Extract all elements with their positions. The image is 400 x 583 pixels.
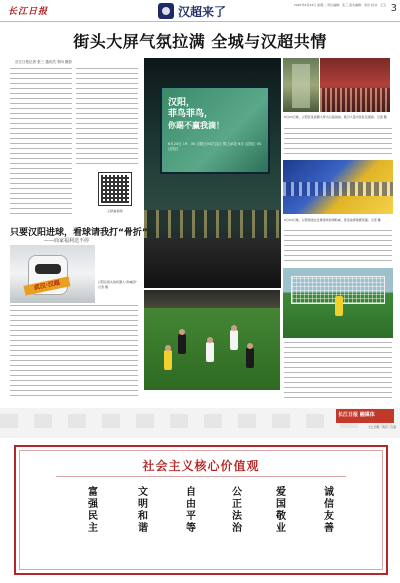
robot-tag: 武汉·汉超 (23, 276, 70, 295)
caption-right-top: 6月23日晚，汉阳区某商圈大屏为汉超加油，吸引大量市民驻足观看。记者 摄 (284, 115, 387, 119)
section-title: 汉超来了 (178, 5, 227, 19)
value-text: 公正法治 (232, 487, 242, 534)
match-photo (144, 290, 280, 390)
player (206, 342, 214, 362)
article-column-5 (284, 230, 392, 264)
core-values-panel (14, 445, 388, 575)
value-text: 富强民主 (88, 487, 98, 534)
subheadline: 只要汉阳进球，看球请我打“骨折” (10, 228, 148, 238)
main-headline: 街头大屏气氛拉满 全城与汉超共情 (73, 32, 327, 51)
goalkeeper-photo (283, 268, 393, 338)
value-column (230, 487, 244, 535)
value-column (136, 487, 150, 535)
value-text: 诚信友善 (324, 487, 334, 534)
player (246, 348, 254, 368)
core-values-title: 社会主义核心价值观 (142, 459, 260, 473)
screen-line-2: 菲鸟菲鸟， (168, 109, 214, 119)
value-text: 爱国敬业 (276, 487, 286, 534)
robot-caption: 汉阳区街头的机器人“助威团” 记者 摄 (98, 280, 138, 289)
fans-photo-small (320, 58, 390, 112)
fans-photo-large (283, 160, 393, 214)
stadium-stands (144, 290, 280, 308)
masthead: 长江日报 (8, 7, 49, 17)
article-column-3 (10, 305, 138, 397)
vertical-photo (283, 58, 319, 112)
article-column-1 (10, 68, 72, 218)
value-column (322, 487, 336, 535)
value-column (274, 487, 288, 535)
value-text: 文明和谐 (138, 487, 148, 534)
screen-subtext: 6月24日 19：30 汉阳区VS江汉区 锦上添花 8月 汉阳区 VS 汉阳区 (168, 142, 262, 151)
screen-line-1: 汉阳， (168, 98, 196, 108)
screen-line-3: 你踢不赢我滴！ (168, 121, 224, 130)
page-header (0, 0, 400, 22)
article-column-6 (284, 342, 392, 398)
qr-caption: 扫码看视频 (107, 209, 123, 213)
ad-logo-text: 长江日报 融媒体 (338, 412, 375, 418)
subheadline-sub: ——商家福利送不停 (44, 238, 90, 244)
goalkeeper (335, 296, 343, 316)
page-number: 3 (390, 3, 397, 14)
robot-photo (10, 245, 95, 303)
page-meta: 2025年6月24日 星期二 责任编辑：张三 美术编辑：李四 校对：王五 (293, 3, 386, 7)
article-column-4 (284, 128, 392, 156)
value-text: 自由平等 (186, 487, 196, 534)
ad-subtext: 长江日报 · 武汉 · 汉超 (368, 425, 396, 429)
player (178, 334, 186, 354)
big-screen-photo (144, 58, 281, 288)
outdoor-screen (160, 86, 270, 174)
player (164, 350, 172, 370)
crowd (144, 238, 281, 288)
title-divider (56, 476, 346, 477)
value-column (86, 487, 100, 535)
caption-right-mid: 6月23日晚，汉阳球迷在比赛现场热情助威，营造浓厚观赛氛围。记者 摄 (284, 218, 381, 222)
byline: 长江日报记者 张三 通讯员 李四 摄影 (15, 60, 72, 64)
value-column (184, 487, 198, 535)
player (230, 330, 238, 350)
article-column-2 (76, 68, 138, 168)
section-logo-icon (158, 3, 174, 19)
street-lights (144, 210, 281, 240)
qr-code-icon[interactable] (98, 172, 132, 206)
